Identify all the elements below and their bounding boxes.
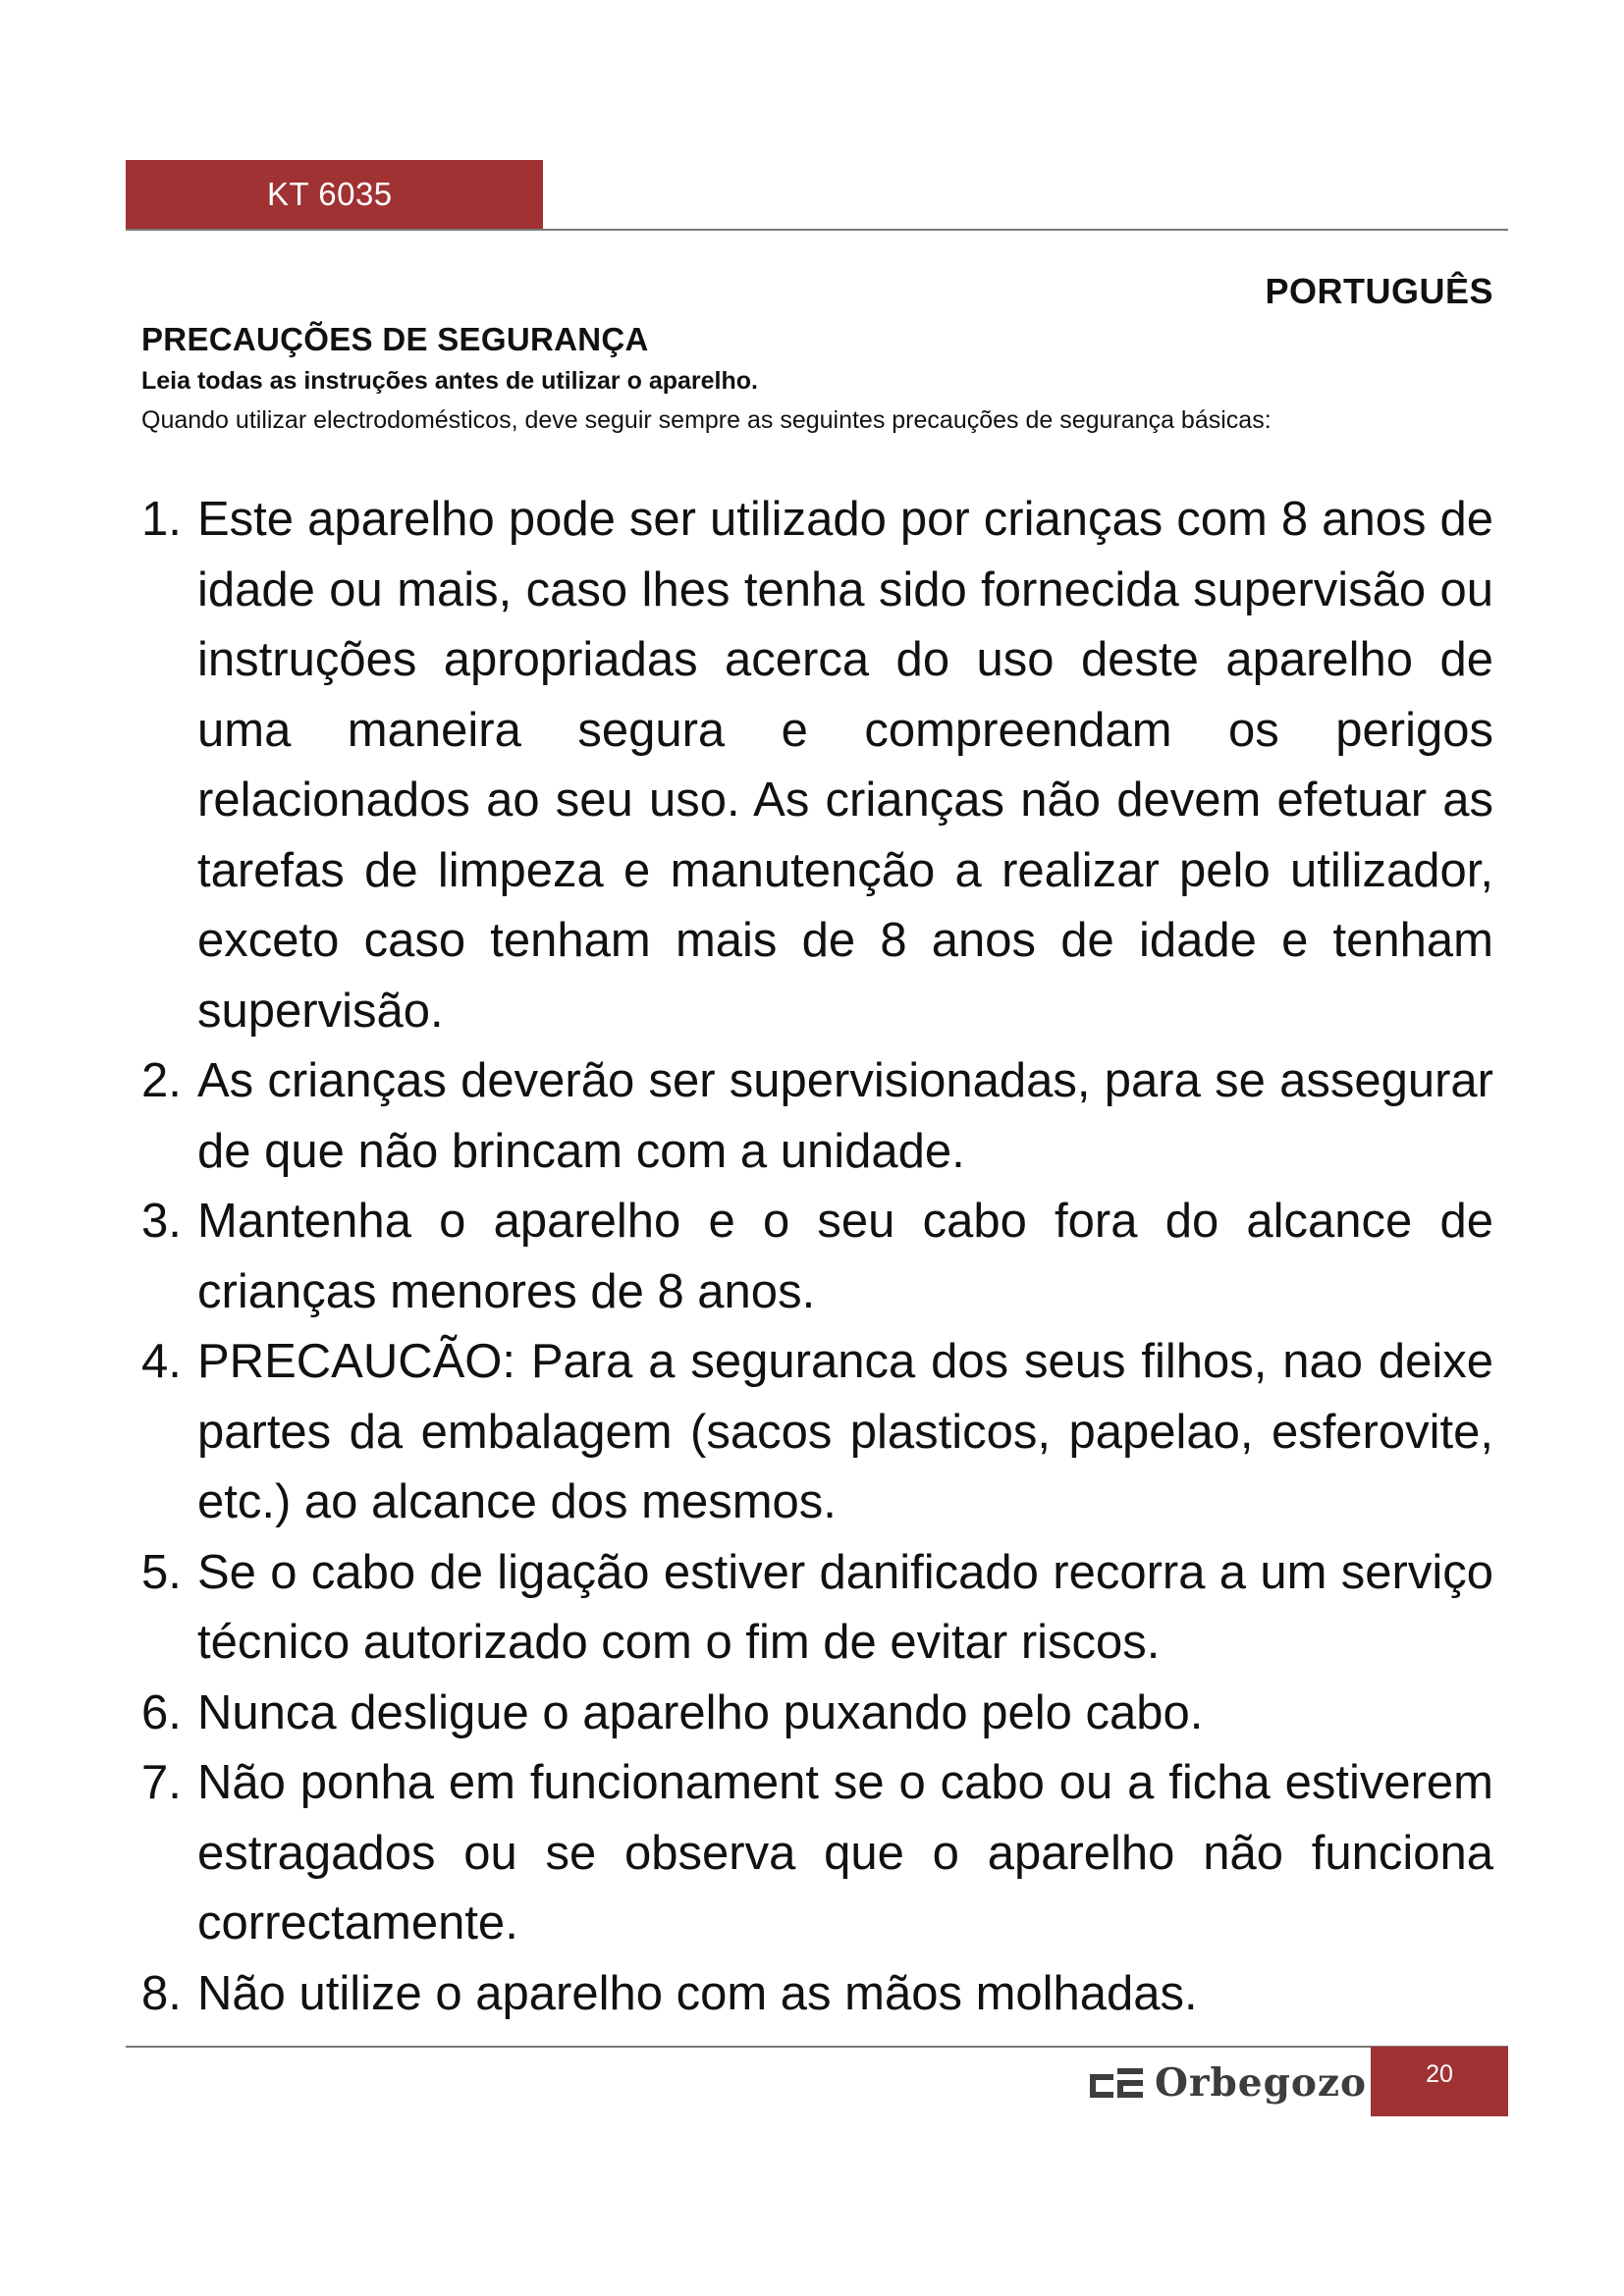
rule-number: 3.	[141, 1195, 182, 1248]
safety-rules-list	[141, 485, 1493, 2029]
header-divider	[126, 229, 1508, 231]
safety-rule	[141, 1187, 1493, 1327]
brand-logo	[1090, 2058, 1367, 2108]
safety-rule	[141, 1327, 1493, 1538]
safety-rule	[141, 1748, 1493, 1959]
rule-text: Não utilize o aparelho com as mãos molhadas.	[197, 1966, 1198, 2020]
intro-instruction: Leia todas as instruções antes de utilizar o aparelho.	[141, 367, 758, 395]
rule-number: 2.	[141, 1054, 182, 1107]
safety-rule	[141, 1046, 1493, 1187]
safety-rule	[141, 1679, 1493, 1749]
model-label: KT 6035	[267, 176, 393, 212]
rule-number: 7.	[141, 1756, 182, 1809]
rule-text: Este aparelho pode ser utilizado por crianças com 8 anos de idade ou mais, caso lhes tenha sido fornecida supervisão ou instruções apropriadas acerca do uso deste aparelho de uma maneira segura e compreendam os perigos relacionados ao seu uso. As crianças não devem efetuar as tarefas de limpeza e manutenção a realizar pelo utilizador, exceto caso tenham mais de 8 anos de idade e tenham supervisão.	[197, 493, 1493, 1038]
rule-text: Nunca desligue o aparelho puxando pelo cabo.	[197, 1685, 1204, 1739]
rule-number: 4.	[141, 1335, 182, 1388]
page-number: 20	[1426, 2060, 1453, 2088]
rule-number: 5.	[141, 1545, 182, 1599]
rule-text: Não ponha em funcionament se o cabo ou a ficha estiverem estragados ou se observa que o aparelho não funciona correctamente.	[197, 1756, 1493, 1949]
safety-rule	[141, 485, 1493, 1046]
brand-wordmark: Orbegozo	[1155, 2060, 1368, 2106]
brand-mark-icon	[1090, 2068, 1143, 2098]
model-tab	[126, 160, 543, 229]
rule-number: 6.	[141, 1685, 182, 1739]
footer-divider	[126, 2046, 1508, 2048]
section-title: PRECAUÇÕES DE SEGURANÇA	[141, 321, 649, 357]
rule-text: As crianças deverão ser supervisionadas, para se assegurar de que não brincam com a unidade.	[197, 1054, 1493, 1178]
safety-rule	[141, 1959, 1493, 2030]
intro-text: Quando utilizar electrodomésticos, deve seguir sempre as seguintes precauções de segurança básicas:	[141, 406, 1272, 434]
rule-text: PRECAUCÃO: Para a seguranca dos seus filhos, nao deixe partes da embalagem (sacos plasticos, papelao, esferovite, etc.) ao alcance dos mesmos.	[197, 1335, 1493, 1528]
page-number-box	[1371, 2047, 1508, 2116]
rule-text: Mantenha o aparelho e o seu cabo fora do alcance de crianças menores de 8 anos.	[197, 1195, 1493, 1318]
safety-rule	[141, 1538, 1493, 1679]
language-label: PORTUGUÊS	[1265, 271, 1493, 311]
rule-number: 8.	[141, 1966, 182, 2020]
rule-text: Se o cabo de ligação estiver danificado recorra a um serviço técnico autorizado com o fim de evitar riscos.	[197, 1545, 1493, 1669]
rule-number: 1.	[141, 493, 182, 546]
